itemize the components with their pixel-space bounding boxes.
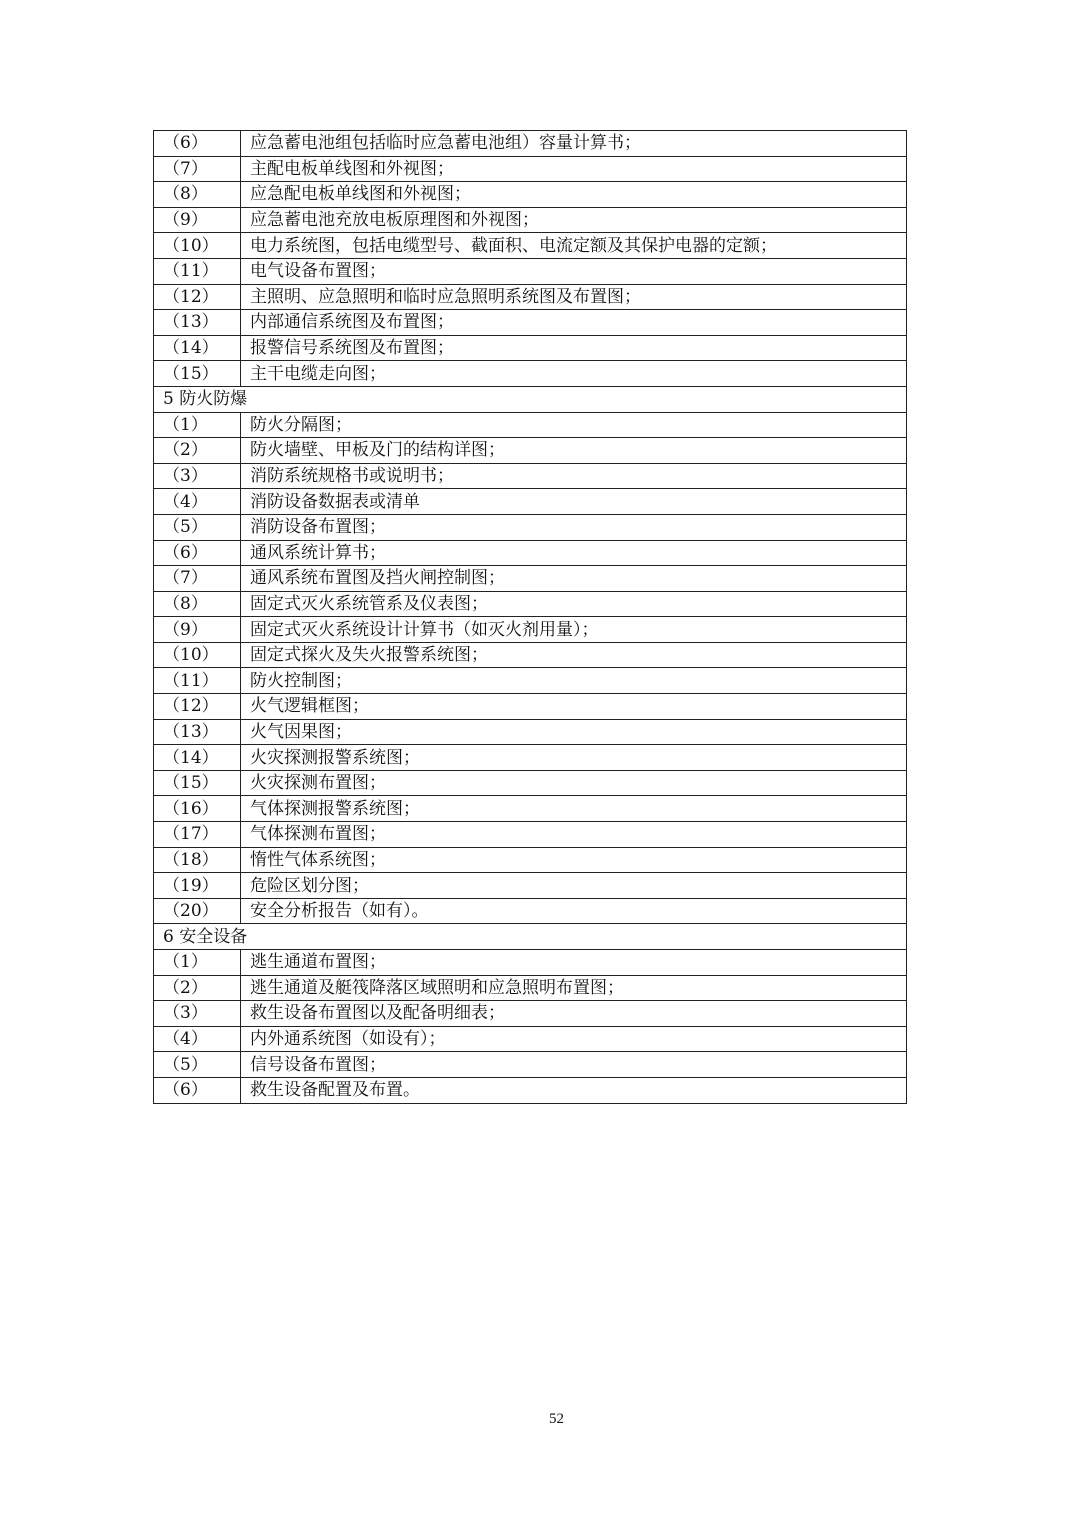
item-description: 固定式探火及失火报警系统图；	[241, 642, 907, 668]
item-number: （11）	[154, 258, 241, 284]
table-row	[154, 156, 907, 182]
item-description: 消防系统规格书或说明书；	[241, 463, 907, 489]
item-description: 应急配电板单线图和外视图；	[241, 182, 907, 208]
table-row	[154, 566, 907, 592]
table-row	[154, 412, 907, 438]
table-row	[154, 310, 907, 336]
item-description: 主配电板单线图和外视图；	[241, 156, 907, 182]
item-description: 火气因果图；	[241, 719, 907, 745]
item-description: 消防设备布置图；	[241, 514, 907, 540]
item-number: （11）	[154, 668, 241, 694]
item-description: 火灾探测报警系统图；	[241, 745, 907, 771]
item-description: 救生设备布置图以及配备明细表；	[241, 1001, 907, 1027]
table-row	[154, 642, 907, 668]
table-body	[154, 131, 907, 1104]
item-number: （20）	[154, 898, 241, 924]
table-row	[154, 182, 907, 208]
table-row	[154, 796, 907, 822]
item-description: 应急蓄电池充放电板原理图和外视图；	[241, 207, 907, 233]
table-row	[154, 975, 907, 1001]
item-description: 电气设备布置图；	[241, 258, 907, 284]
item-description: 危险区划分图；	[241, 873, 907, 899]
item-description: 通风系统布置图及挡火闸控制图；	[241, 566, 907, 592]
section-row	[154, 386, 907, 412]
item-number: （6）	[154, 540, 241, 566]
item-number: （15）	[154, 770, 241, 796]
table-row	[154, 540, 907, 566]
item-description: 通风系统计算书；	[241, 540, 907, 566]
table-row	[154, 131, 907, 157]
item-description: 内外通系统图（如设有）；	[241, 1026, 907, 1052]
item-description: 固定式灭火系统设计计算书（如灭火剂用量）；	[241, 617, 907, 643]
item-description: 火灾探测布置图；	[241, 770, 907, 796]
item-number: （10）	[154, 642, 241, 668]
table-row	[154, 1052, 907, 1078]
item-description: 应急蓄电池组包括临时应急蓄电池组）容量计算书；	[241, 131, 907, 157]
table-row	[154, 361, 907, 387]
item-description: 报警信号系统图及布置图；	[241, 335, 907, 361]
item-description: 内部通信系统图及布置图；	[241, 310, 907, 336]
item-number: （19）	[154, 873, 241, 899]
table-row	[154, 207, 907, 233]
item-number: （14）	[154, 335, 241, 361]
item-number: （10）	[154, 233, 241, 259]
item-number: （7）	[154, 566, 241, 592]
table-row	[154, 463, 907, 489]
table-row	[154, 284, 907, 310]
item-number: （3）	[154, 463, 241, 489]
item-description: 惰性气体系统图；	[241, 847, 907, 873]
item-description: 防火分隔图；	[241, 412, 907, 438]
item-number: （6）	[154, 131, 241, 157]
table-row	[154, 1026, 907, 1052]
item-number: （2）	[154, 975, 241, 1001]
item-description: 主干电缆走向图；	[241, 361, 907, 387]
table-row	[154, 489, 907, 515]
table-row	[154, 1077, 907, 1103]
page-number: 52	[549, 1411, 564, 1427]
item-number: （1）	[154, 950, 241, 976]
item-description: 消防设备数据表或清单	[241, 489, 907, 515]
item-description: 救生设备配置及布置。	[241, 1077, 907, 1103]
item-number: （6）	[154, 1077, 241, 1103]
item-number: （4）	[154, 489, 241, 515]
item-number: （4）	[154, 1026, 241, 1052]
item-number: （1）	[154, 412, 241, 438]
item-description: 固定式灭火系统管系及仪表图；	[241, 591, 907, 617]
item-number: （18）	[154, 847, 241, 873]
table-row	[154, 745, 907, 771]
item-description: 主照明、应急照明和临时应急照明系统图及布置图；	[241, 284, 907, 310]
table-row	[154, 258, 907, 284]
item-description: 电力系统图，包括电缆型号、截面积、电流定额及其保护电器的定额；	[241, 233, 907, 259]
table-row	[154, 898, 907, 924]
item-description: 防火控制图；	[241, 668, 907, 694]
item-number: （16）	[154, 796, 241, 822]
table-row	[154, 335, 907, 361]
item-number: （13）	[154, 719, 241, 745]
item-number: （17）	[154, 822, 241, 848]
section-heading: 5 防火防爆	[154, 386, 907, 412]
table-row	[154, 591, 907, 617]
table-row	[154, 438, 907, 464]
item-number: （3）	[154, 1001, 241, 1027]
section-heading: 6 安全设备	[154, 924, 907, 950]
item-number: （15）	[154, 361, 241, 387]
table-row	[154, 514, 907, 540]
table-row	[154, 617, 907, 643]
item-description: 逃生通道及艇筏降落区域照明和应急照明布置图；	[241, 975, 907, 1001]
item-description: 气体探测布置图；	[241, 822, 907, 848]
table-row	[154, 719, 907, 745]
item-number: （8）	[154, 182, 241, 208]
table-row	[154, 873, 907, 899]
item-number: （7）	[154, 156, 241, 182]
item-number: （5）	[154, 514, 241, 540]
table-row	[154, 1001, 907, 1027]
item-description: 火气逻辑框图；	[241, 694, 907, 720]
item-description: 信号设备布置图；	[241, 1052, 907, 1078]
section-row	[154, 924, 907, 950]
item-description: 逃生通道布置图；	[241, 950, 907, 976]
table-row	[154, 847, 907, 873]
item-number: （9）	[154, 617, 241, 643]
item-number: （12）	[154, 694, 241, 720]
item-number: （12）	[154, 284, 241, 310]
item-number: （8）	[154, 591, 241, 617]
item-number: （5）	[154, 1052, 241, 1078]
item-description: 安全分析报告（如有）。	[241, 898, 907, 924]
drawing-list-table	[153, 130, 907, 1104]
item-description: 防火墙壁、甲板及门的结构详图；	[241, 438, 907, 464]
item-number: （13）	[154, 310, 241, 336]
table-row	[154, 822, 907, 848]
table-row	[154, 233, 907, 259]
item-number: （9）	[154, 207, 241, 233]
table-row	[154, 770, 907, 796]
table-row	[154, 950, 907, 976]
item-number: （14）	[154, 745, 241, 771]
item-description: 气体探测报警系统图；	[241, 796, 907, 822]
item-number: （2）	[154, 438, 241, 464]
table-row	[154, 694, 907, 720]
table-row	[154, 668, 907, 694]
